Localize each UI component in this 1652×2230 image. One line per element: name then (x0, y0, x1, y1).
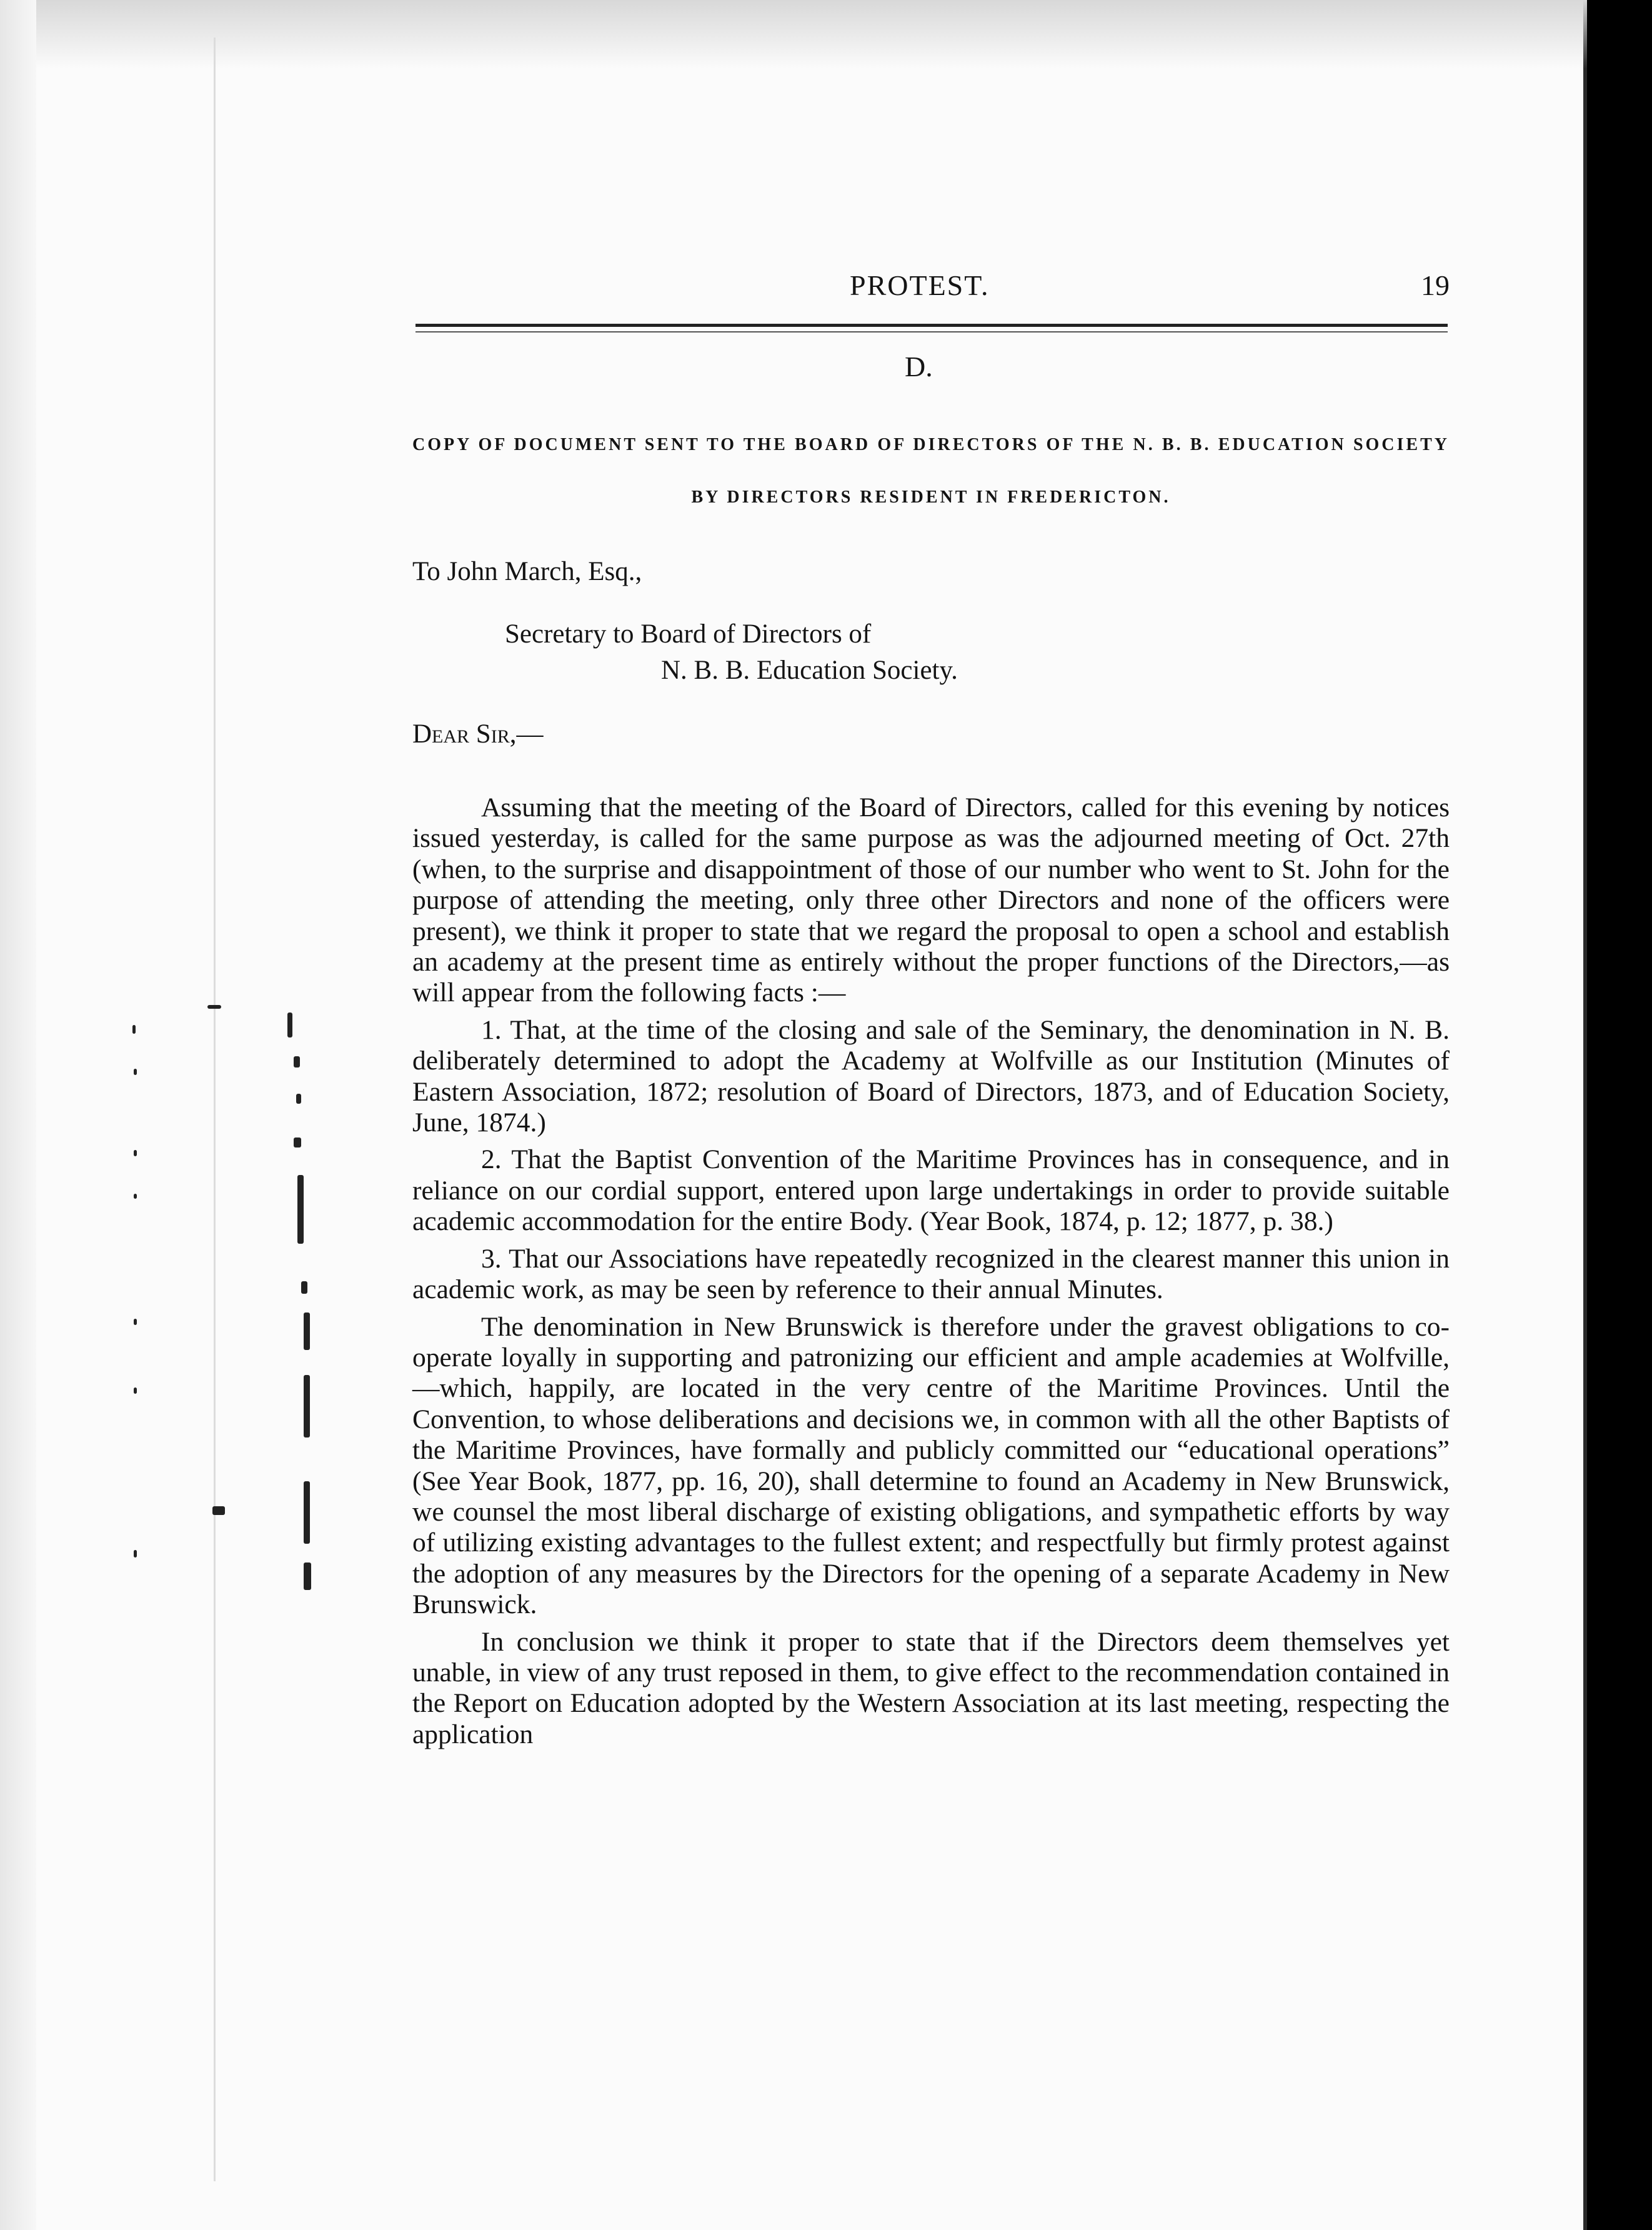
margin-mark (294, 1138, 301, 1148)
letter-body (412, 792, 1450, 1756)
header-rule-thin (415, 331, 1448, 332)
page-header (412, 269, 1450, 319)
margin-mark (294, 1056, 300, 1068)
numbered-fact-3: 3. That our Associations have repeatedly recognized in the clearest manner this union in academic work, as may be seen by reference to their annual Minutes. (412, 1243, 1450, 1305)
margin-mark (134, 1194, 137, 1199)
body-paragraph: Assuming that the meeting of the Board of Directors, called for this evening by notices issued yesterday, is called for the same purpose as was the adjourned meeting of Oct. 27th (when, to the surprise and disappointment of those of our number who went to St. John for the purpose of attending the meeting, only three other Directors and none of the officers were present), we think it proper to state that we regard the proposal to open a school and establish an academy at the present time as entirely without the proper functions of the Directors,—as will appear from the following facts :— (412, 792, 1450, 1008)
margin-mark (212, 1506, 225, 1515)
margin-mark (287, 1012, 292, 1038)
margin-bleed-marks (119, 988, 331, 1600)
margin-mark (304, 1481, 310, 1544)
margin-mark (301, 1281, 307, 1294)
margin-mark (207, 1005, 221, 1009)
margin-mark (134, 1150, 137, 1156)
body-paragraph: The denomination in New Brunswick is therefore under the gravest obligations to co-operate loyally in supporting and patronizing our efficient and ample academies at Wolfville,—which, happily, are located in the very centre of the Maritime Provinces. Until the Convention, to whose deliberations and decisions we, in common with all the other Baptists of the Maritime Provinces, have formally and publicly committed our “educational operations” (See Year Book, 1877, pp. 16, 20), shall determine to found an Academy in New Brunswick, we counsel the most liberal discharge of existing obligations, and sympathetic efforts by way of utilizing existing advantages to the fullest extent; and respectfully but firmly protest against the adoption of any measures by the Directors for the opening of a separate Academy in New Brunswick. (412, 1311, 1450, 1620)
address-org-line: N. B. B. Education Society. (661, 656, 958, 685)
margin-mark (134, 1388, 137, 1394)
margin-mark (304, 1312, 310, 1350)
page-top-shadow (0, 0, 1587, 69)
page-number: 19 (1421, 269, 1450, 301)
address-role-line: Secretary to Board of Directors of (505, 619, 872, 649)
address-to-line: To John March, Esq., (412, 557, 642, 586)
binding-edge (0, 0, 36, 2230)
margin-mark (304, 1562, 311, 1590)
header-rule-thick (415, 324, 1448, 327)
margin-mark (132, 1025, 136, 1034)
margin-mark (134, 1319, 137, 1325)
numbered-fact-2: 2. That the Baptist Convention of the Maritime Provinces has in consequence, and in reliance on our cordial support, entered upon large undertakings in order to provide suitable academic accommodation for the entire Body. (Year Book, 1874, p. 12; 1877, p. 38.) (412, 1144, 1450, 1237)
running-title: PROTEST. (850, 269, 990, 301)
margin-mark (297, 1175, 304, 1244)
margin-mark (134, 1069, 137, 1075)
salutation: Dear Sir,— (412, 719, 544, 749)
margin-mark (134, 1550, 137, 1558)
section-letter: D. (905, 351, 933, 382)
margin-mark (304, 1375, 310, 1438)
numbered-fact-1: 1. That, at the time of the closing and sale of the Seminary, the denomination in N. B. deliberately determined to adopt the Academy at Wolfville as our Institution (Minutes of Eastern Association, 1872; resolution of Board of Directors, 1873, and of Education Society, June, 1874.) (412, 1014, 1450, 1138)
body-paragraph: In conclusion we think it proper to state that if the Directors deem themselves yet unable, in view of any trust reposed in them, to give effect to the recommendation contained in the Report on Education adopted by the Western Association at its last meeting, respecting the application (412, 1626, 1450, 1749)
document-heading: COPY OF DOCUMENT SENT TO THE BOARD OF DIRECTORS OF THE N. B. B. EDUCATION SOCIETY BY DIRECTORS RESIDENT IN FREDERICTON. (412, 435, 1450, 507)
margin-mark (296, 1094, 301, 1104)
